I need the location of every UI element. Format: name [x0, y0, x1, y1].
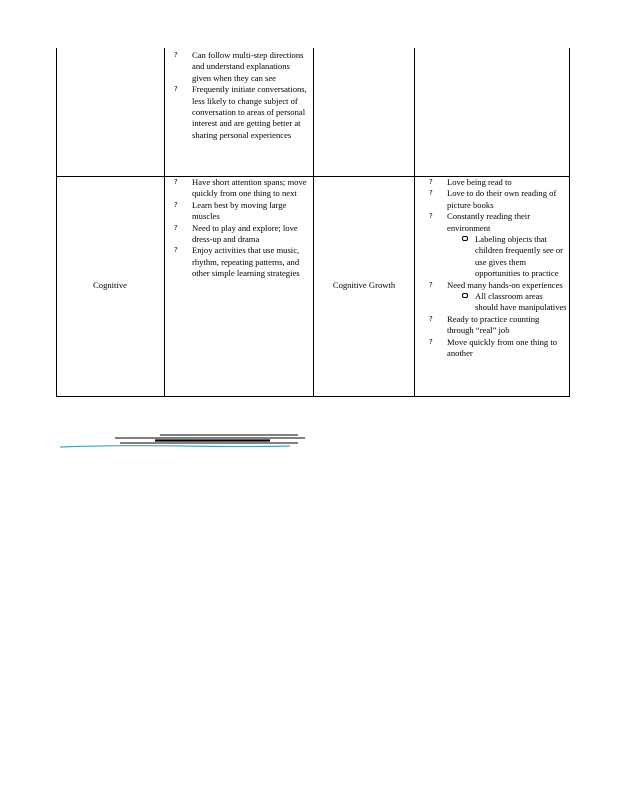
sub-list-item-text: Labeling objects that children frequently see or use gives them opportunities to practice: [475, 234, 564, 279]
row1-characteristics-cell: [174, 50, 310, 141]
table-divider-3: [414, 48, 415, 397]
list-item-text: Have short attention spans; move quickly from one thing to next: [192, 177, 307, 199]
table-border-bottom: [56, 396, 570, 397]
bullet-marker: ?: [174, 85, 178, 94]
list-item-text: Ready to practice counting through “real” job: [447, 313, 540, 336]
sub-list-item: [447, 234, 567, 280]
list-item: [174, 223, 310, 246]
bullet-marker: ?: [174, 246, 178, 255]
list-item-text: Love to do their own reading of picture books: [447, 188, 557, 210]
list-item: [174, 245, 310, 279]
bullet-marker: ?: [429, 212, 433, 221]
list-item: [174, 50, 310, 84]
bullet-marker: ?: [429, 337, 433, 346]
list-item-text: Move quickly from one thing to another: [447, 336, 558, 359]
list-item: [429, 177, 567, 188]
list-item: [429, 314, 567, 337]
table-border-left: [56, 48, 57, 397]
list-item-text: Love being read to: [447, 177, 512, 187]
decorative-footer-rule: [60, 432, 310, 452]
row2-implications-cell: [429, 177, 567, 360]
list-item: [174, 200, 310, 223]
list-item-text: Need many hands-on experiences: [447, 279, 563, 290]
list-item-text: Can follow multi-step directions and understand explanations given when they can see: [192, 50, 304, 83]
sub-list-item-text: All classroom areas should have manipulatives: [475, 291, 567, 313]
square-bullet-icon: [462, 236, 468, 241]
bullet-marker: ?: [174, 51, 178, 59]
list-item: [174, 84, 310, 141]
bullet-marker: ?: [174, 178, 178, 186]
list-item: [429, 337, 567, 360]
row1-characteristics-list: [174, 50, 310, 141]
bullet-marker: ?: [174, 200, 178, 209]
bullet-marker: ?: [429, 178, 433, 186]
row2-characteristics-list: [174, 177, 310, 280]
area-label-cognitive: Cognitive: [93, 280, 127, 290]
table-divider-2: [313, 48, 314, 397]
list-item-text: Enjoy activities that use music, rhythm, repeating patterns, and other simple learning strategies: [192, 245, 300, 279]
row2-implications-list: [429, 177, 567, 360]
list-item-text: Frequently initiate conversations, less likely to change subject of conversation to areas of personal interest and are getting better at sharing personal experiences: [192, 84, 307, 140]
bullet-marker: ?: [429, 189, 433, 198]
table-border-right: [569, 48, 570, 397]
square-bullet-icon: [462, 293, 468, 298]
list-item-text: Need to play and explore; love dress-up and drama: [192, 222, 298, 245]
bullet-marker: ?: [174, 223, 178, 232]
list-item-text: Learn best by moving large muscles: [192, 199, 287, 222]
growth-label: Cognitive Growth: [332, 280, 396, 290]
list-item-text: Constantly reading their environment: [447, 211, 531, 233]
sub-list-item: [447, 291, 567, 314]
row2-characteristics-cell: [174, 177, 310, 280]
bullet-marker: ?: [429, 280, 433, 289]
developmental-table: [56, 48, 570, 397]
list-item: [429, 280, 567, 314]
list-item: [429, 188, 567, 211]
table-divider-1: [164, 48, 165, 397]
list-item: [429, 211, 567, 279]
list-item: [174, 177, 310, 200]
sub-list: [447, 234, 567, 280]
sub-list: [447, 291, 567, 314]
bullet-marker: ?: [429, 314, 433, 323]
